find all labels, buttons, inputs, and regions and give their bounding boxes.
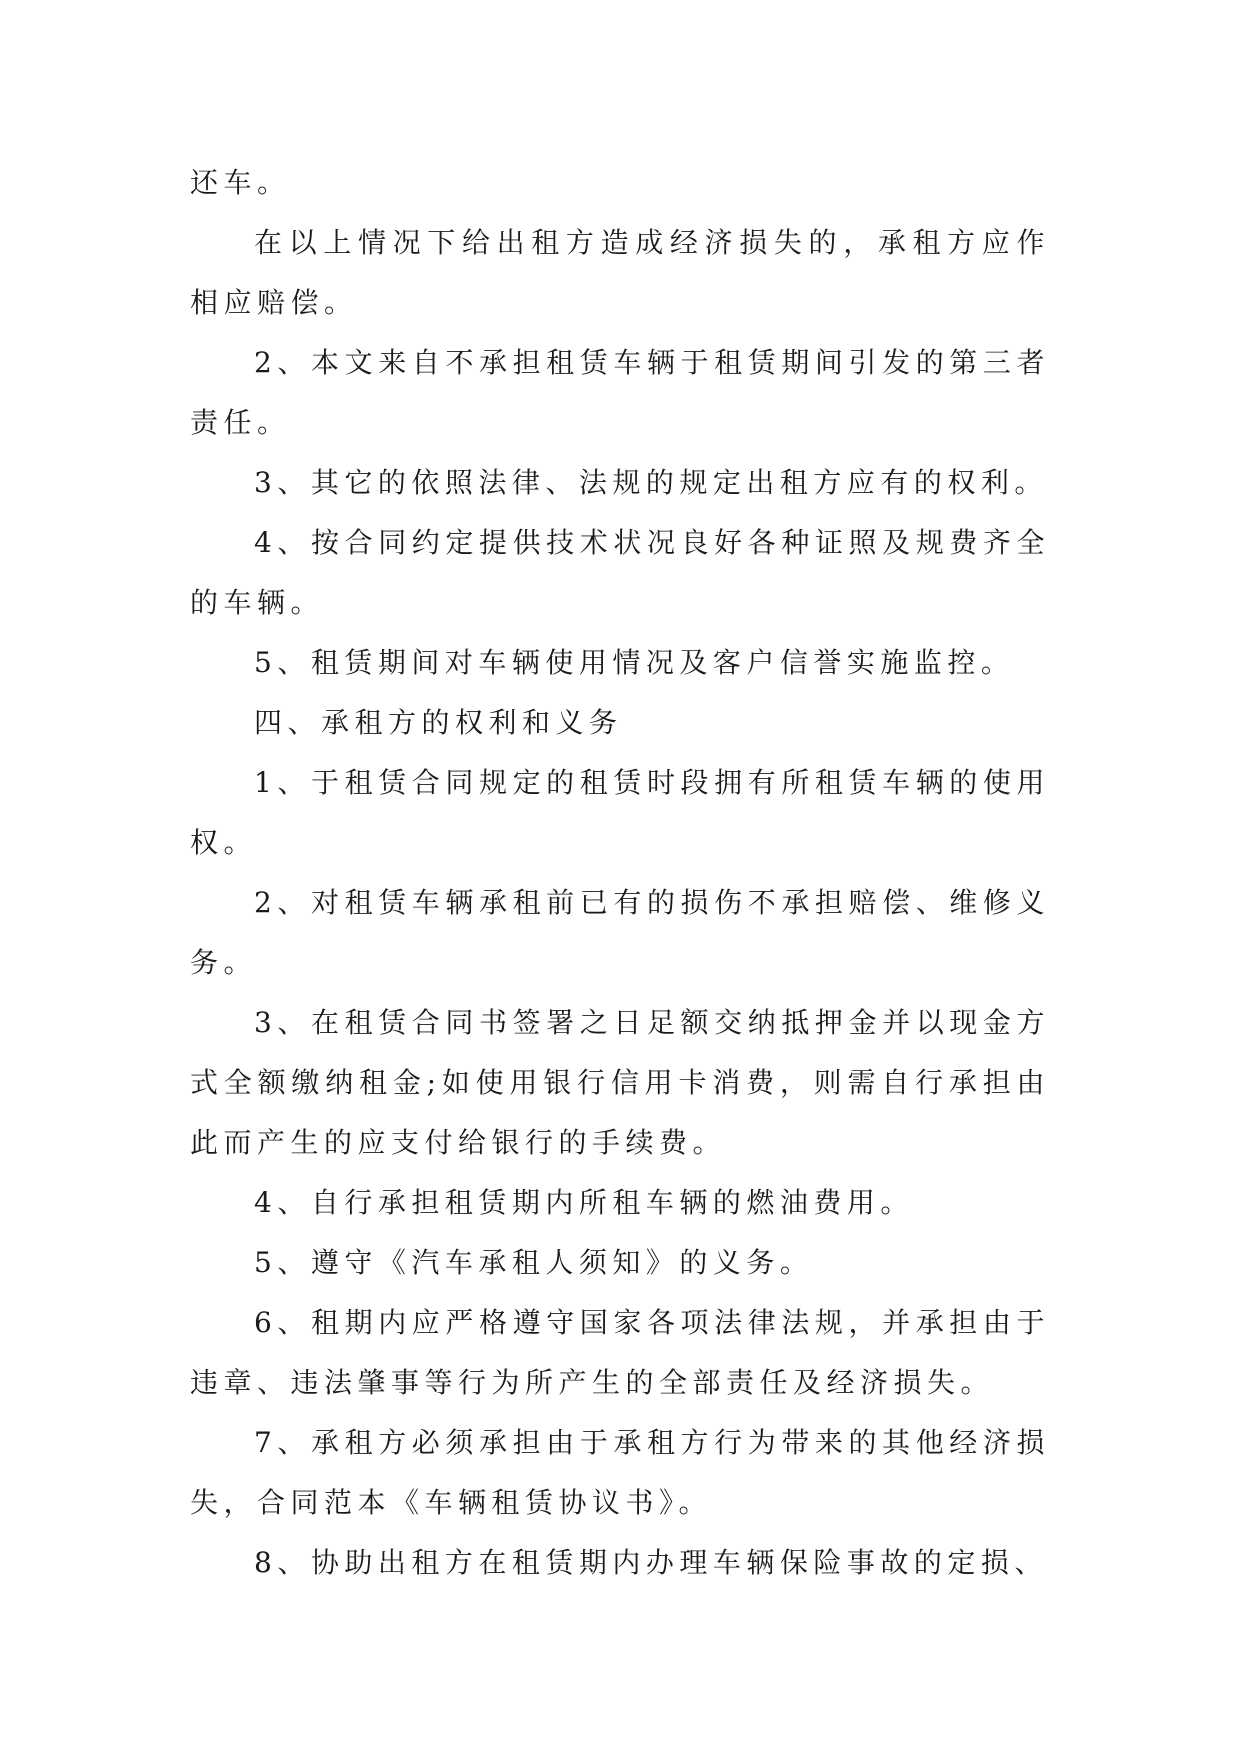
paragraph-lessee-item-6: 6、租期内应严格遵守国家各项法律法规，并承担由于违章、违法肇事等行为所产生的全部责任及经济损失。 xyxy=(190,1306,1050,1399)
paragraph-return-car: 还车。 xyxy=(190,166,291,199)
paragraph-lessee-item-3: 3、在租赁合同书签署之日足额交纳抵押金并以现金方式全额缴纳租金;如使用银行信用卡消费，则需自行承担由此而产生的应支付给银行的手续费。 xyxy=(190,1006,1050,1159)
paragraph-lessor-item-5: 5、租赁期间对车辆使用情况及客户信誉实施监控。 xyxy=(254,646,1015,679)
paragraph-lessee-item-1: 1、于租赁合同规定的租赁时段拥有所租赁车辆的使用权。 xyxy=(190,766,1050,859)
paragraph-lessee-item-4: 4、自行承担租赁期内所租车辆的燃油费用。 xyxy=(254,1186,914,1219)
paragraph-lessor-item-2: 2、本文来自不承担租赁车辆于租赁期间引发的第三者责任。 xyxy=(190,346,1050,439)
section-heading-lessee-rights: 四、承租方的权利和义务 xyxy=(254,706,623,739)
paragraph-lessor-item-4: 4、按合同约定提供技术状况良好各种证照及规费齐全的车辆。 xyxy=(190,526,1050,619)
paragraph-lessee-item-5: 5、遵守《汽车承租人须知》的义务。 xyxy=(254,1246,814,1279)
paragraph-compensation: 在以上情况下给出租方造成经济损失的，承租方应作相应赔偿。 xyxy=(190,226,1050,319)
paragraph-lessee-item-8: 8、协助出租方在租赁期内办理车辆保险事故的定损、 xyxy=(254,1546,1048,1579)
document-body xyxy=(190,153,1050,1593)
paragraph-lessee-item-7: 7、承租方必须承担由于承租方行为带来的其他经济损失，合同范本《车辆租赁协议书》。 xyxy=(190,1426,1050,1519)
paragraph-lessee-item-2: 2、对租赁车辆承租前已有的损伤不承担赔偿、维修义务。 xyxy=(190,886,1050,979)
paragraph-lessor-item-3: 3、其它的依照法律、法规的规定出租方应有的权利。 xyxy=(254,466,1048,499)
